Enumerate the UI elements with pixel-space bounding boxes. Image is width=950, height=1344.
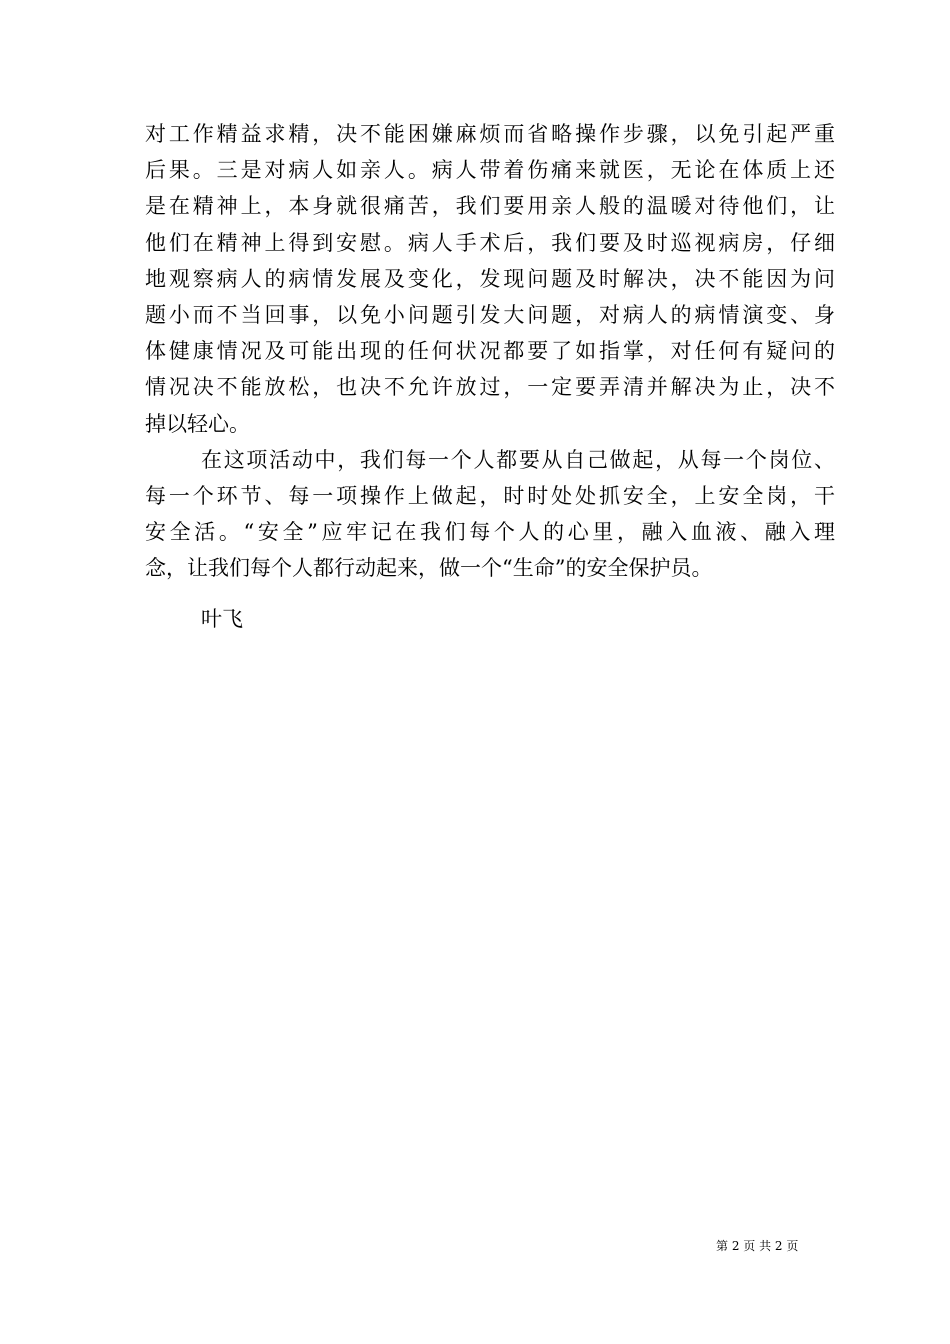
body-text bbox=[145, 116, 835, 586]
text-line: 情况决不能放松，也决不允许放过，一定要弄清并解决为止，决不 bbox=[145, 375, 835, 400]
page-number-footer: 第 2 页 共 2 页 bbox=[716, 1239, 799, 1253]
text-line: 对工作精益求精，决不能困嫌麻烦而省略操作步骤，以免引起严重 bbox=[145, 122, 835, 146]
paragraph-1 bbox=[145, 116, 835, 442]
paragraph-2 bbox=[145, 442, 835, 587]
text-line: 他们在精神上得到安慰。病人手术后，我们要及时巡视病房，仔细 bbox=[145, 230, 835, 255]
text-line: 安全活。“安全”应牢记在我们每个人的心里，融入血液、融入理 bbox=[145, 520, 835, 545]
text-line: 每一个环节、每一项操作上做起，时时处处抓安全，上安全岗，干 bbox=[145, 483, 835, 508]
text-line: 后果。三是对病人如亲人。病人带着伤痛来就医，无论在体质上还 bbox=[145, 158, 835, 183]
text-line: 在这项活动中，我们每一个人都要从自己做起，从每一个岗位、 bbox=[201, 447, 835, 472]
text-line: 念，让我们每个人都行动起来，做一个“生命”的安全保护员。 bbox=[145, 556, 713, 581]
text-line: 体健康情况及可能出现的任何状况都要了如指掌，对任何有疑问的 bbox=[145, 339, 835, 364]
text-line: 是在精神上，本身就很痛苦，我们要用亲人般的温暖对待他们，让 bbox=[145, 194, 835, 219]
text-line: 题小而不当回事，以免小问题引发大问题，对病人的病情演变、身 bbox=[145, 302, 835, 327]
author-signature: 叶飞 bbox=[201, 607, 243, 631]
text-line: 地观察病人的病情发展及变化，发现问题及时解决，决不能因为问 bbox=[145, 266, 835, 291]
text-line: 掉以轻心。 bbox=[145, 411, 250, 436]
